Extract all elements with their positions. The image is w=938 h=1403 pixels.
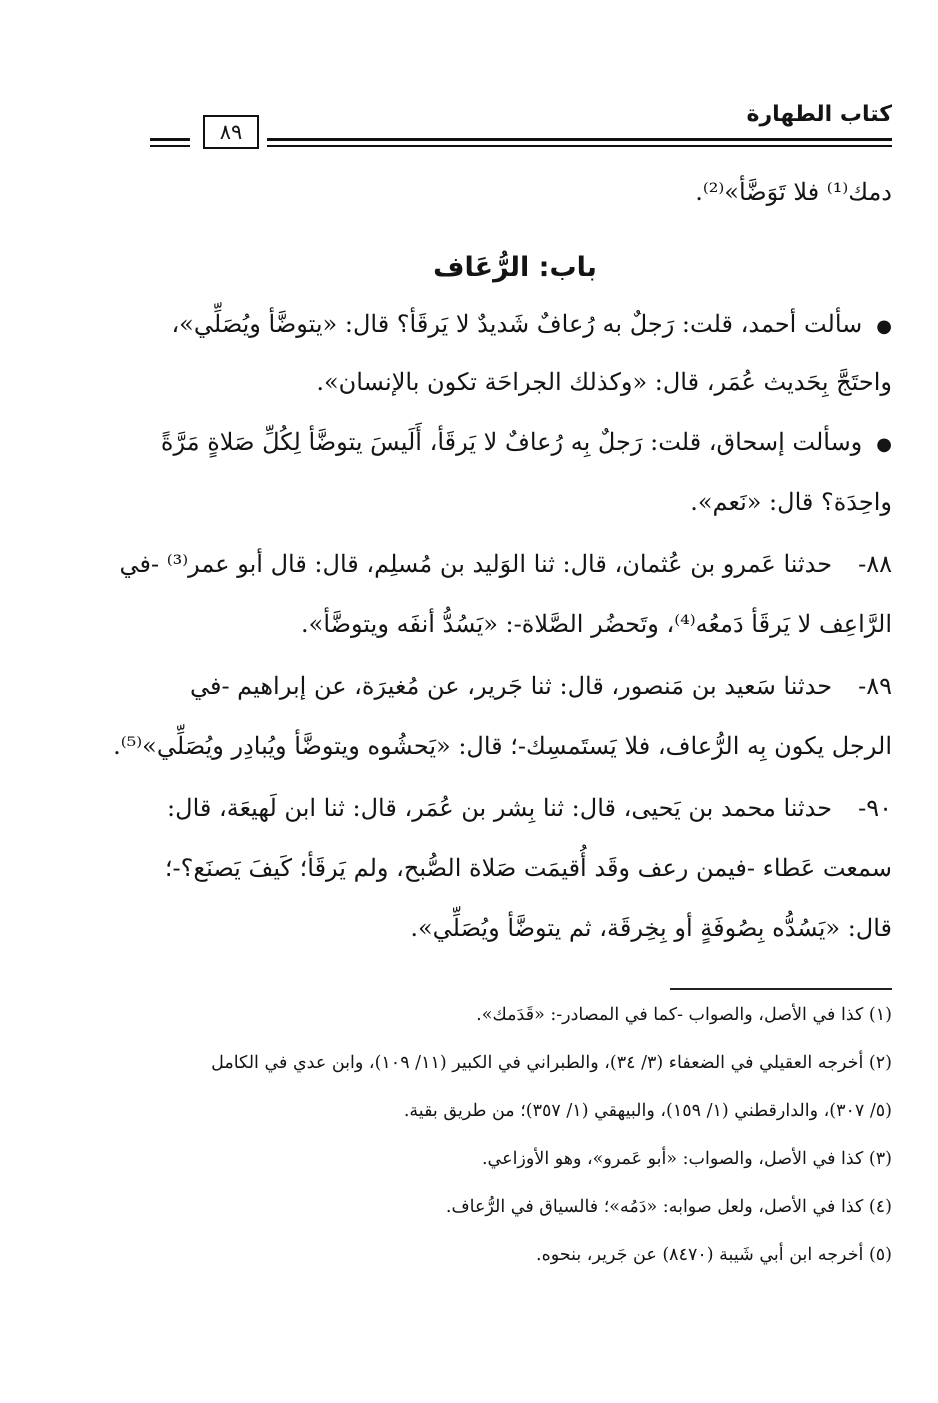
hadith-line: [119, 550, 892, 578]
footnote: (٤) كذا في الأصل، ولعل صوابه: «دَمُه»؛ فالسياق في الرُّعاف.: [445, 1197, 892, 1217]
footnote: (٣) كذا في الأصل، والصواب: «أبو عَمرو»، وهو الأوزاعي.: [481, 1149, 892, 1169]
hadith-line: [138, 672, 892, 700]
hadith-number: ٩٠-: [858, 794, 892, 822]
bullet-icon: ●: [876, 316, 892, 337]
footnote: (٥/ ٣٠٧)، والدارقطني (١/ ١٥٩)، والبيهقي (١/ ٣٥٧)؛ من طريق بقية.: [403, 1101, 892, 1121]
text-line: [138, 310, 892, 338]
text-line: قال: «يَسُدُّه بِصُوفَةٍ أو بِخِرقَة، ثم يتوضَّأ ويُصَلِّي».: [410, 914, 892, 942]
text-line: واحتَجَّ بِحَديث عُمَر، قال: «وكذلك الجراحَة تكون بالإنسان».: [316, 368, 892, 396]
hadith-line: [138, 794, 892, 822]
header-rule-short: [150, 138, 190, 141]
footnote: (١) كذا في الأصل، والصواب -كما في المصادر-: «قَدَمك».: [476, 1005, 892, 1025]
footnote: (٥) أخرجه ابن أبي شَيبة (٨٤٧٠) عن جَرير، بنحوه.: [536, 1245, 892, 1265]
text-line: الرَّاعِف لا يَرقَأ دَمعُه⁽⁴⁾، وتَحضُر الصَّلاة-: «يَسُدُّ أنفَه ويتوضَّأ».: [301, 610, 892, 638]
text-line-content: حدثنا محمد بن يَحيى، قال: ثنا بِشر بن عُمَر، قال: ثنا ابن لَهيعَة، قال:: [167, 794, 833, 822]
text-line-content: حدثنا سَعيد بن مَنصور، قال: ثنا جَرير، عن مُغيرَة، عن إبراهيم -في: [189, 672, 833, 700]
text-line-content: حدثنا عَمرو بن عُثمان، قال: ثنا الوَليد بن مُسلِم، قال: قال أبو عمر⁽³⁾ -في: [119, 550, 833, 578]
chapter-heading: باب: الرُّعَاف: [433, 252, 597, 283]
hadith-number: ٨٩-: [858, 672, 892, 700]
opening-line: دمك⁽¹⁾ فلا تَوَضَّأ»⁽²⁾.: [695, 178, 892, 206]
header-rule: [267, 145, 892, 147]
hadith-number: ٨٨-: [858, 550, 892, 578]
text-line: سمعت عَطاء -فيمن رعف وقَد أُقيمَت صَلاة الصُّبح، ولم يَرقَأ؛ كَيفَ يَصنَع؟-؛: [164, 854, 892, 882]
bullet-icon: ●: [876, 434, 892, 455]
page-header: [150, 100, 892, 160]
footnote: (٢) أخرجه العقيلي في الضعفاء (٣/ ٣٤)، والطبراني في الكبير (١١/ ١٠٩)، وابن عدي في الكامل: [211, 1053, 892, 1073]
book-title: كتاب الطهارة: [746, 102, 892, 127]
text-line: الرجل يكون بِه الرُّعاف، فلا يَستَمسِك-؛ قال: «يَحشُوه ويتوضَّأ ويُبادِر ويُصَلِّي»⁽⁵⁾.: [113, 732, 892, 760]
text-line-content: سألت أحمد، قلت: رَجلٌ به رُعافٌ شَديدٌ لا يَرقَأ؟ قال: «يتوضَّأ ويُصَلِّي»،: [171, 310, 863, 338]
header-rule-short: [150, 145, 190, 147]
text-line-content: وسألت إسحاق، قلت: رَجلٌ بِه رُعافٌ لا يَرقَأ، أَلَيسَ يتوضَّأ لِكُلِّ صَلاةٍ مَرَّةً: [160, 428, 863, 456]
footnote-separator: [670, 988, 892, 990]
page-number: ٨٩: [203, 115, 259, 149]
header-rule: [267, 138, 892, 141]
text-line: [138, 428, 892, 456]
text-line: واحِدَة؟ قال: «نَعم».: [690, 488, 892, 516]
